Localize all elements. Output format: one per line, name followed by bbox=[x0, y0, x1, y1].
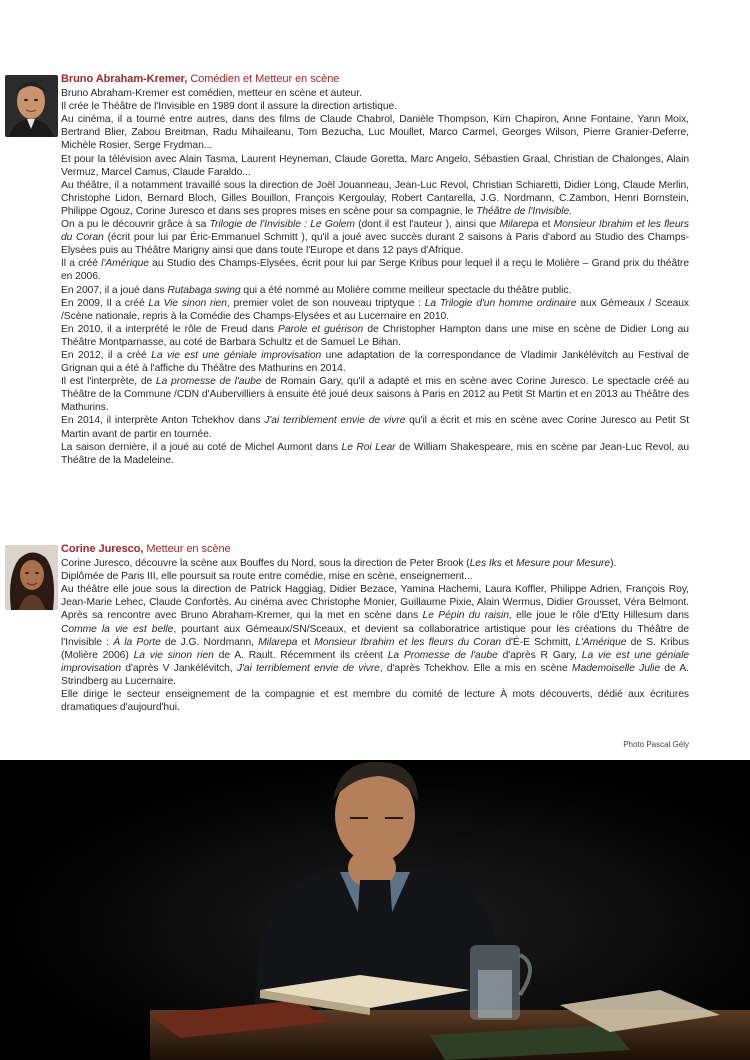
bio-bruno-role: Comédien et Metteur en scène bbox=[190, 73, 340, 85]
bio-bruno-p6: On a pu le découvrir grâce à sa Trilogie de l'Invisible : Le Golem (dont il est l'auteur ), ainsi que Milarepa et Monsieur Ibrahim et les fleurs du Coran (écrit pour lui par Éric-Emmanuel Schmitt ), qu'il a joué avec succès durant 2 saisons à Paris d'abord au Studio des Champs-Elysées puis au Théâtre Marigny ainsi que dans toute l'Europe et dans 12 pays d'Afrique. bbox=[61, 219, 690, 257]
bio-corine-p2: Diplômée de Paris III, elle poursuit sa route entre comédie, mise en scène, enseignement... bbox=[61, 571, 473, 583]
bio-corine-p3: Au théâtre elle joue sous la direction de Patrick Haggiag, Didier Bezace, Yamina Hachemi, Laura Koffler, Philippe Adrien, François Roy, Jean-Marie Lehec, Claude Confortès. Au cinéma avec Christophe Monier, Guillaume Pixie, Alain Wermus, Didier Grousset, Véra Belmont. Après sa rencontre avec Bruno Abraham-Kremer, qui la met en scène dans Le Pépin du raisin, elle joue le rôle d'Etty Hillesum dans Comme la vie est belle, pourtant aux Gémeaux/SN/Sceaux, et devient sa collaboratrice artistique pour les créations du Théâtre de l'Invisible : À la Porte de J.G. Nordmann, Milarepa et Monsieur Ibrahim et les fleurs du Coran d'É-E Schmitt, L'Amérique de S. Kribus (Molière 2006) La vie sinon rien de A. Rault. Récemment ils créent La Promesse de l'aube d'après R Gary, La vie est une géniale improvisation d'après V Jankélévitch, J'ai terriblement envie de vivre, d'après Tchekhov. Elle a mis en scène Mademoiselle Julie de A. Strindberg au Lucernaire. bbox=[61, 584, 690, 687]
bio-bruno-p10: En 2010, il a interprété le rôle de Freud dans Parole et guérison de Christopher Hampton dans une mise en scène de Didier Long au Théâtre Montparnasse, au coté de Barbara Schultz et de Samuel Le Bihan. bbox=[61, 323, 689, 348]
bio-corine-p1: Corine Juresco, découvre la scène aux Bouffes du Nord, sous la direction de Peter Brook (Les Iks et Mesure pour Mesure). bbox=[61, 558, 617, 570]
bio-corine-name: Corine Juresco, bbox=[61, 543, 144, 555]
bio-bruno-p3: Au cinéma, il a tourné entre autres, dans des films de Claude Chabrol, Danièle Thompson, Kim Chapiron, Anne Fontaine, Yann Moix, Bertrand Blier, Zabou Breitman, Radu Mihaileanu, Tom Bezucha, Luc Moullet, Marco Carmel, Georges Wilson, Pierre Granier-Deferre, Michèle Rosier, Serge Frydman... bbox=[61, 114, 689, 152]
bio-bruno-header bbox=[61, 73, 689, 86]
stage-photo bbox=[0, 760, 750, 1060]
bio-bruno-p12: Il est l'interprète, de La promesse de l'aube de Romain Gary, qu'il a adapté et mis en scène avec Corine Juresco. Le spectacle créé au Théâtre de la Commune /CDN d'Aubervilliers à ensuite été joué deux saisons à Paris en 2012 au Petit St Martin et en 2013 au Théâtre des Mathurins. bbox=[61, 376, 689, 414]
bio-bruno-p14: La saison dernière, il a joué au coté de Michel Aumont dans Le Roi Lear de William Shakespeare, mis en scène par Jean-Luc Revol, au Théâtre de la Madeleine. bbox=[61, 441, 690, 466]
bio-corine-role: Metteur en scène bbox=[146, 543, 231, 555]
bio-bruno-p13: En 2014, il interprète Anton Tchekhov dans J'ai terriblement envie de vivre qu'il a écrit et mis en scène avec Corine Juresco au Petit St Martin avant de partir en tournée. bbox=[61, 415, 690, 440]
bio-bruno-p2: Il crée le Théâtre de l'Invisible en 1989 dont il assure la direction artistique. bbox=[61, 101, 397, 113]
bio-bruno-name: Bruno Abraham-Kremer, bbox=[61, 73, 188, 85]
bio-bruno-p8: En 2007, il a joué dans Rutabaga swing qui a été nommé au Molière comme meilleur spectacle du théâtre public. bbox=[61, 284, 572, 296]
photo-credit: Photo Pascal Gély bbox=[623, 740, 689, 749]
bio-corine-text bbox=[61, 543, 689, 714]
bio-bruno-p7: Il a créé l'Amérique au Studio des Champs-Elysées, écrit pour lui par Serge Kribus pour lequel il a reçu le Molière – Grand prix du théâtre en 2006. bbox=[61, 258, 689, 283]
bio-bruno-text bbox=[61, 73, 689, 467]
bio-bruno-p1: Bruno Abraham-Kremer est comédien, metteur en scène et auteur. bbox=[61, 88, 362, 100]
portrait-bruno-photo bbox=[5, 75, 58, 137]
bio-bruno-p4: Et pour la télévision avec Alain Tasma, Laurent Heyneman, Claude Goretta, Marc Angelo, Sébastien Graal, Christian de Chalonges, Alain Vermuz, Marcel Camus, Claude Faraldo... bbox=[61, 153, 689, 178]
bio-corine-header bbox=[61, 543, 689, 556]
bio-bruno-p11: En 2012, il a créé La vie est une géniale improvisation une adaptation de la correspondance de Vladimir Jankélévitch au Festival de Grignan qui a été à l'affiche du Théâtre des Mathurins en 2014. bbox=[61, 349, 689, 375]
bio-bruno-p5: Au théâtre, il a notamment travaillé sous la direction de Joël Jouanneau, Jean-Luc Revol, Christian Schiaretti, Didier Long, Claude Merlin, Christophe Lidon, Bernard Bloch, Gilles Bouillon, François Kergoulay, Robert Cantarella, J.G. Nordmann, C.Zambon, Henri Bornstein, Philippe Ogouz, Corine Juresco et dans ses propres mises en scène pour sa compagnie, le Théâtre de l'Invisible. bbox=[61, 179, 689, 217]
portrait-corine-photo bbox=[5, 545, 58, 610]
bio-bruno-p9: En 2009, Il a créé La Vie sinon rien, premier volet de son nouveau triptyque : La Trilogie d'un homme ordinaire aux Gémeaux / Sceaux /Scène nationale, repris à la Comédie des Champs-Elysées et au Lucernaire en 2010. bbox=[61, 297, 690, 322]
bio-corine-p4: Elle dirige le secteur enseignement de la compagnie et est membre du comité de lecture À mots découverts, dédié aux écritures dramatiques d'aujourd'hui. bbox=[61, 689, 689, 714]
